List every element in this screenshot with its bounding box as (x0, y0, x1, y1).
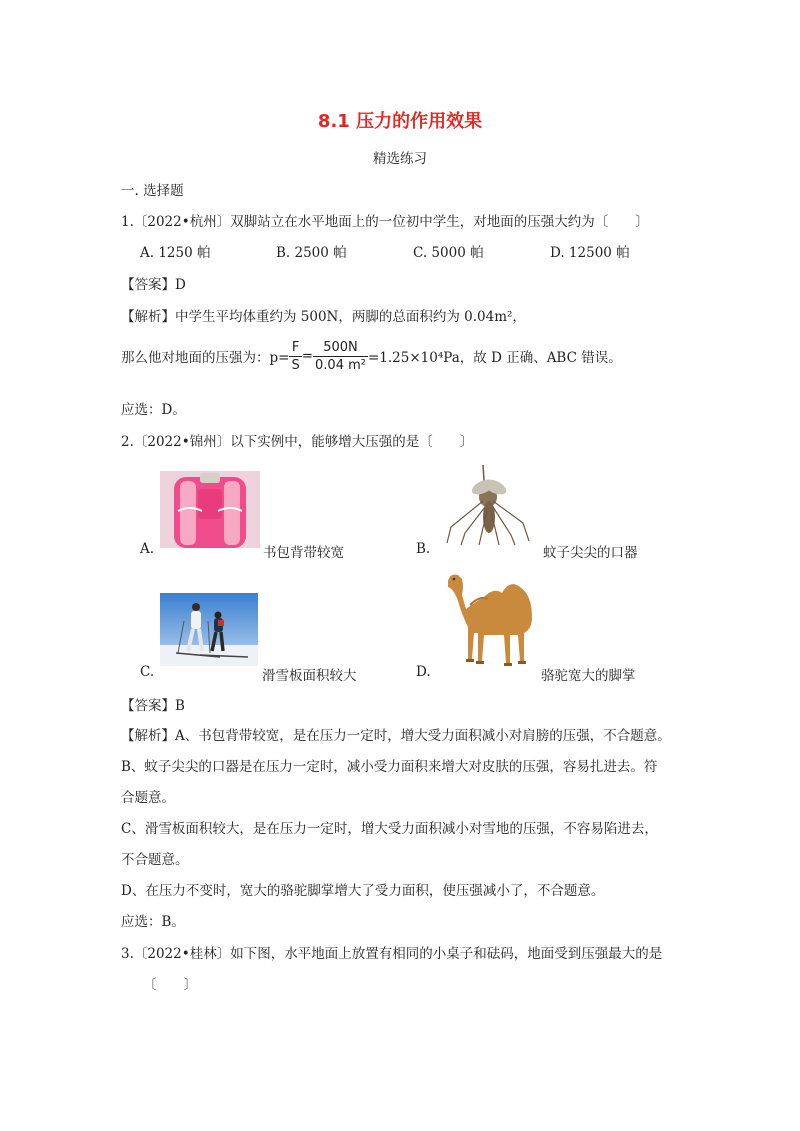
fraction-denominator: S (291, 357, 300, 373)
q2-option-d-letter: D. (416, 664, 431, 680)
q1-option-c: C. 5000 帕 (413, 245, 484, 261)
page-title: 8.1 压力的作用效果 (317, 111, 483, 132)
q2-analysis-line: 【解析】A、书包背带较宽，是在压力一定时，增大受力面积减小对肩膀的压强，不合题意。 (121, 728, 671, 744)
q1-option-a: A. 1250 帕 (140, 245, 211, 261)
q2-analysis-line: 合题意。 (121, 790, 175, 806)
q2-option-a-letter: A. (140, 541, 155, 557)
q1-formula (121, 336, 622, 376)
q2-option-d-label: 骆驼宽大的脚掌 (541, 668, 636, 684)
q2-analysis-line: B、蚊子尖尖的口器是在压力一定时，减小受力面积来增大对皮肤的压强，容易扎进去。符 (121, 759, 658, 775)
q1-conclusion: 应选：D。 (121, 402, 186, 418)
question-2-stem: 2.〔2022•锦州〕以下实例中，能够增大压强的是〔 〕 (121, 434, 474, 450)
q2-analysis-line: D、在压力不变时，宽大的骆驼脚掌增大了受力面积，使压强减小了，不合题意。 (121, 883, 605, 899)
q2-option-a-label: 书包背带较宽 (263, 545, 344, 561)
fraction-denominator: 0.04 m² (315, 357, 366, 373)
fraction-numerator: 500N (313, 339, 368, 357)
question-1-stem: 1.〔2022•杭州〕双脚站立在水平地面上的一位初中学生，对地面的压强大约为〔 〕 (121, 214, 649, 230)
question-3-stem: 3.〔2022•桂林〕如下图，水平地面上放置有相同的小桌子和砝码，地面受到压强最大的是 (121, 946, 663, 962)
q2-answer: 【答案】B (121, 698, 185, 714)
backpack-image (160, 471, 260, 548)
fraction-numerator: F (289, 339, 301, 357)
q2-option-b-label: 蚊子尖尖的口器 (543, 545, 638, 561)
q2-conclusion: 应选：B。 (121, 914, 185, 930)
q1-option-d: D. 12500 帕 (550, 245, 630, 261)
page-subtitle: 精选练习 (373, 151, 427, 167)
q2-analysis-line: C、滑雪板面积较大，是在压力一定时，增大受力面积减小对雪地的压强，不容易陷进去， (121, 821, 658, 837)
fraction-f-over-s (289, 339, 301, 374)
q3-answer-blank: 〔 〕 (143, 977, 197, 993)
q1-option-b: B. 2500 帕 (276, 245, 347, 261)
q1-answer: 【答案】D (121, 277, 186, 293)
fraction-values (313, 339, 368, 374)
formula-prefix: 那么他对地面的压强为：p= (121, 350, 290, 366)
mosquito-image (443, 461, 533, 546)
q2-analysis-line: 不合题意。 (121, 852, 189, 868)
section-heading: 一. 选择题 (121, 183, 184, 199)
q1-analysis: 【解析】中学生平均体重约为 500N，两脚的总面积约为 0.04m²， (121, 309, 526, 325)
q2-option-c-letter: C. (140, 664, 155, 680)
formula-suffix: =1.25×10⁴Pa，故 D 正确、ABC 错误。 (367, 350, 622, 366)
q2-option-b-letter: B. (416, 541, 431, 557)
camel-image (440, 565, 540, 670)
q2-option-c-label: 滑雪板面积较大 (262, 668, 357, 684)
skiers-image (160, 593, 258, 666)
equals-sign: = (301, 348, 314, 364)
